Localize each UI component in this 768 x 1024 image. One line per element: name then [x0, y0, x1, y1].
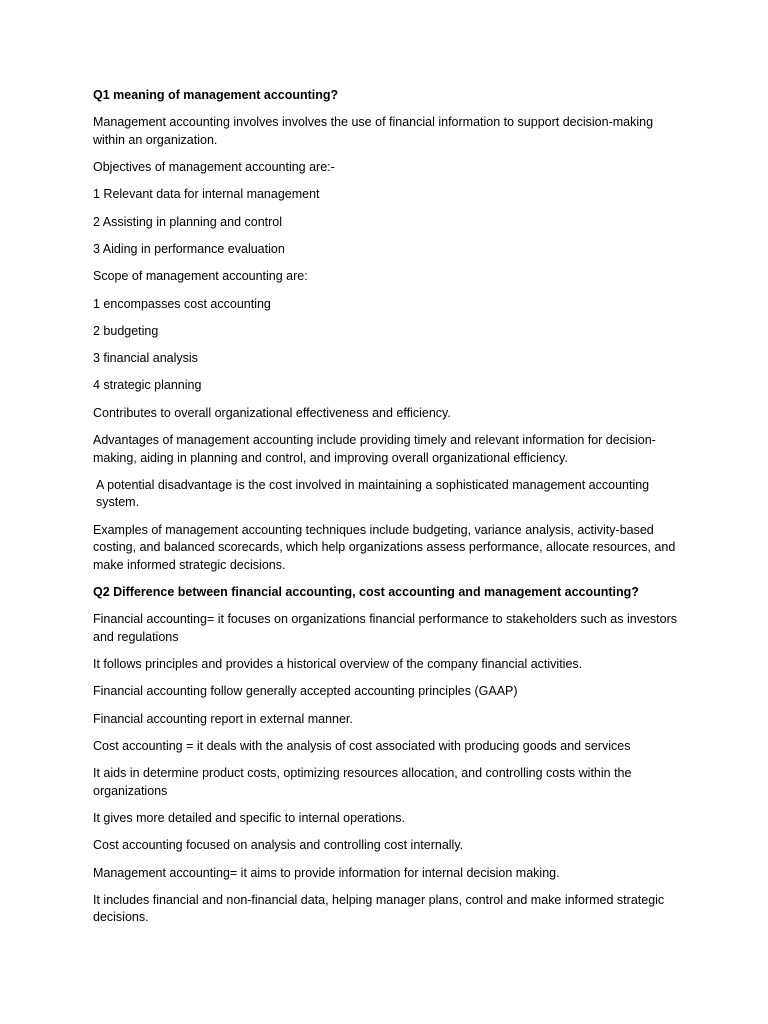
financial-accounting-point: It follows principles and provides a historical overview of the company financial activities. [93, 657, 583, 672]
examples-paragraph: Examples of management accounting techniques include budgeting, variance analysis, activity-based costing, and balanced scorecards, which help organizations assess performance, allocate resources, and make informed strategic decisions. [93, 522, 676, 572]
q1-definition: Management accounting involves involves the use of financial information to support decision-making within an organization. [93, 115, 654, 147]
objective-item: 2 Assisting in planning and control [93, 214, 283, 229]
objective-item: 3 Aiding in performance evaluation [93, 241, 285, 256]
objective-item: 1 Relevant data for internal management [93, 187, 320, 202]
financial-accounting-point: Financial accounting report in external manner. [93, 711, 353, 726]
q1-heading: Q1 meaning of management accounting? [93, 88, 339, 102]
effectiveness-paragraph: Contributes to overall organizational effectiveness and efficiency. [93, 405, 451, 420]
disadvantage-paragraph: A potential disadvantage is the cost involved in maintaining a sophisticated management accounting system. [96, 477, 650, 510]
scope-item: 4 strategic planning [93, 378, 202, 393]
management-accounting-definition: Management accounting= it aims to provide information for internal decision making. [93, 865, 560, 880]
cost-accounting-point: It aids in determine product costs, optimizing resources allocation, and controlling costs within the organizations [93, 766, 632, 798]
cost-accounting-point: It gives more detailed and specific to internal operations. [93, 811, 405, 826]
management-accounting-point: It includes financial and non-financial data, helping manager plans, control and make informed strategic decisions. [93, 892, 665, 925]
scope-item: 1 encompasses cost accounting [93, 296, 271, 311]
advantages-paragraph: Advantages of management accounting include providing timely and relevant information for decision-making, aiding in planning and control, and improving overall organizational efficiency. [93, 433, 656, 465]
financial-accounting-point: Financial accounting follow generally accepted accounting principles (GAAP) [93, 684, 518, 699]
cost-accounting-point: Cost accounting focused on analysis and controlling cost internally. [93, 838, 464, 853]
objectives-heading: Objectives of management accounting are:- [93, 160, 335, 175]
q2-heading: Q2 Difference between financial accounting, cost accounting and management accounting? [93, 584, 639, 599]
financial-accounting-definition: Financial accounting= it focuses on organizations financial performance to stakeholders such as investors and regulations [93, 612, 678, 644]
scope-item: 2 budgeting [93, 323, 159, 338]
document-page [93, 87, 683, 937]
scope-item: 3 financial analysis [93, 351, 198, 366]
scope-heading: Scope of management accounting are: [93, 269, 308, 284]
cost-accounting-definition: Cost accounting = it deals with the analysis of cost associated with producing goods and services [93, 738, 631, 753]
